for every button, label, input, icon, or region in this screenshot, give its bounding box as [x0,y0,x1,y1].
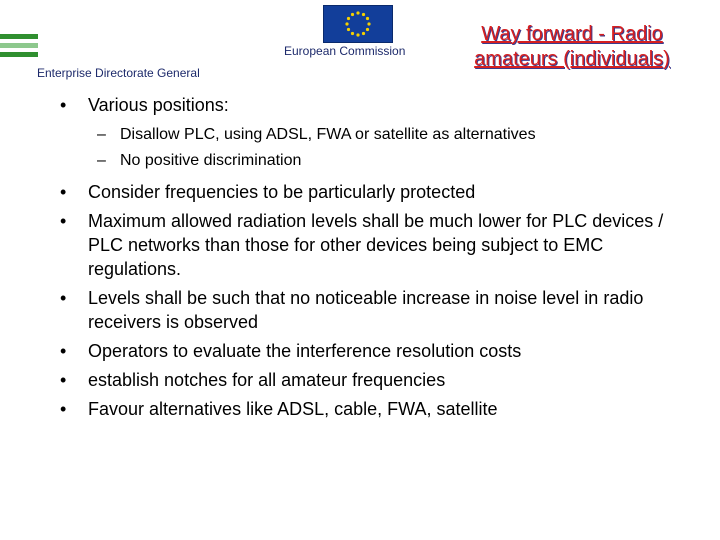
bullet-text: Maximum allowed radiation levels shall be much lower for PLC devices / PLC networks than those for other devices being subject to EMC regulations. [88,211,664,279]
stripe [0,43,38,48]
bullet-dot: • [60,288,67,308]
sub-bullet-item [60,148,700,174]
bullet-item [60,286,700,334]
sub-bullet-item [60,122,700,148]
commission-label: European Commission [284,44,406,58]
bullet-text: Various positions: [88,95,229,115]
sub-bullet-text: Disallow PLC, using ADSL, FWA or satellite as alternatives [120,126,536,143]
green-stripes-decoration [0,34,38,61]
bullet-text: establish notches for all amateur frequencies [88,370,446,390]
bullet-item [60,339,700,363]
sub-bullet-text: No positive discrimination [120,152,302,169]
bullet-item [60,180,700,204]
sub-bullet-dash: – [97,126,106,143]
bullet-item [60,397,700,421]
department-label: Enterprise Directorate General [37,66,200,80]
bullet-list [60,93,700,426]
bullet-text: Consider frequencies to be particularly protected [88,182,476,202]
bullet-dot: • [60,341,67,361]
eu-flag-icon [323,5,393,43]
bullet-dot: • [60,182,67,202]
sub-bullet-dash: – [97,152,106,169]
bullet-dot: • [60,370,67,390]
bullet-dot: • [60,95,67,115]
bullet-text: Favour alternatives like ADSL, cable, FWA, satellite [88,399,498,419]
bullet-text: Levels shall be such that no noticeable increase in noise level in radio receivers is observed [88,288,644,332]
slide-title: Way forward - Radio amateurs (individuals) [474,23,670,70]
bullet-text: Operators to evaluate the interference resolution costs [88,341,522,361]
bullet-dot: • [60,399,67,419]
stripe [0,52,38,57]
stripe [0,34,38,39]
bullet-item [60,93,700,117]
bullet-item [60,368,700,392]
bullet-dot: • [60,211,67,231]
sub-bullet-list [60,122,700,174]
bullet-item [60,209,700,281]
